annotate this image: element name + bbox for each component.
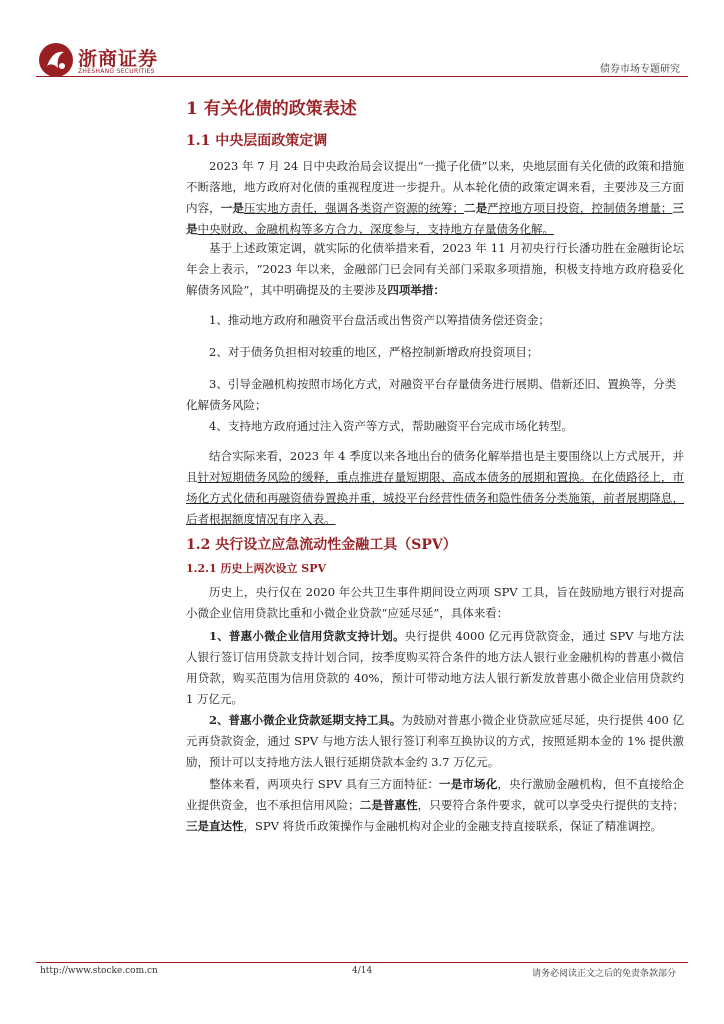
- paragraph-policy-tone: [186, 156, 684, 240]
- paragraph-deferral-tool: [186, 710, 684, 773]
- footer-divider: [36, 962, 688, 963]
- text-run-bold: 二是普惠性: [359, 798, 418, 812]
- text-run-underline: 中央财政、金融机构等多方合力、深度参与，支持地方存量债务化解。: [197, 222, 554, 236]
- text-run-bold: 三是: [186, 201, 685, 236]
- header-divider: [36, 76, 688, 77]
- text-run-bold: 一是: [220, 201, 244, 215]
- subsubsection-title: 1.2.1 历史上两次设立 SPV: [186, 562, 327, 575]
- page-header: [0, 0, 724, 82]
- list-item: 2、对于债务负担相对较重的地区，严格控制新增政府投资项目；: [209, 345, 539, 359]
- text-run: ：: [433, 283, 445, 297]
- text-run: ，央行激励金融机构，但不直接给企业提供资金，也不承担信用风险；: [186, 777, 685, 812]
- list-item: 3、引导金融机构按照市场化方式，对融资平台存量债务进行展期、借新还旧、置换等，分类化解债务风险；: [186, 377, 677, 412]
- report-type: 债券市场专题研究: [600, 64, 680, 75]
- text-run: 基于上述政策定调，就实际的化债举措来看，2023 年 11 月初央行行长潘功胜在金融街论坛年会上表示，“2023 年以来，金融部门已会同有关部门采取多项措施，积极支持地方政府稳妥化解债务风险”，其中明确提及的主要涉及: [186, 241, 684, 297]
- footer-url[interactable]: http://www.stocke.com.cn: [40, 966, 158, 976]
- logo-text-cn: 浙商证券: [78, 48, 159, 70]
- text-run-underline: 压实地方责任，强调各类资产资源的统筹；: [243, 201, 464, 215]
- text-run-bold: 1、普惠小微企业信用贷款支持计划。: [209, 629, 405, 643]
- text-run-underline: 针对短期债务风险的缓释，重点推进存量短期限、高成本债务的展期和置换。在化债路径上，市场化方式化债和再融资债券置换并重，城投平台经营性债务和隐性债务分类施策，前者展期降息，后者根据额度情况有序入表。: [186, 470, 685, 526]
- page-number: 4/14: [352, 966, 373, 976]
- text-run: ，只要符合条件要求，就可以享受央行提供的支持；: [417, 798, 685, 812]
- paragraph-measures-intro: [186, 238, 684, 301]
- logo-mark-icon: [36, 40, 76, 80]
- paragraph-credit-loan-plan: [186, 626, 684, 710]
- text-run-bold: 二是: [463, 201, 488, 215]
- text-run: 结合实际来看，2023 年 4 季度以来各地出台的债务化解举措也是主要围绕以上方式展开，并且: [186, 449, 684, 484]
- paragraph-features: [186, 774, 684, 837]
- footer-disclaimer: 请务必阅读正文之后的免责条款部分: [531, 969, 676, 979]
- subsection-title: 1.1 中央层面政策定调: [186, 133, 328, 149]
- text-run-bold: 2、普惠小微企业贷款延期支持工具。: [209, 713, 402, 727]
- paragraph-practice: [186, 446, 684, 530]
- subsection-title: 1.2 央行设立应急流动性金融工具（SPV）: [186, 537, 457, 553]
- text-run: 央行提供 4000 亿元再贷款资金，通过 SPV 与地方法人银行签订信用贷款支持计划合同，按季度购买符合条件的地方法人银行业金融机构的普惠小微信用贷款，购买范围为信用贷款的 40%，预计可带动地方法人银行新发放普惠小微企业信用贷款约 1 万亿元。: [186, 629, 685, 706]
- text-run: ，SPV 将货币政策操作与金融机构对企业的金融支持直接联系，保证了精准调控。: [243, 819, 663, 833]
- text-run-bold: 一是市场化: [439, 777, 498, 791]
- company-logo: [36, 40, 166, 80]
- text-run-bold: 四项举措: [387, 283, 434, 297]
- logo-text-en: ZHESHANG SECURITIES: [78, 68, 155, 75]
- text-run: 2023 年 7 月 24 日中央政治局会议提出“一揽子化债”以来，央地层面有关化债的政策和措施不断落地，地方政府对化债的重视程度进一步提升。从本轮化债的政策定调来看，主要涉及三方面内容，: [186, 159, 684, 215]
- list-item: 4、支持地方政府通过注入资产等方式，帮助融资平台完成市场化转型。: [209, 419, 573, 433]
- text-run: 为鼓励对普惠小微企业贷款应延尽延，央行提供 400 亿元再贷款资金，通过 SPV 与地方法人银行签订利率互换协议的方式，按照延期本金的 1% 提供激励，预计可以支持地方法人银行延期贷款本金约 3.7 万亿元。: [186, 713, 684, 769]
- section-title: 1 有关化债的政策表述: [186, 99, 357, 119]
- paragraph-history: 历史上，央行仅在 2020 年公共卫生事件期间设立两项 SPV 工具，旨在鼓励地方银行对提高小微企业信用贷款比重和小微企业贷款“应延尽延”，具体来看：: [186, 585, 684, 620]
- text-run-bold: 三是直达性: [186, 819, 244, 833]
- text-run: 整体来看，两项央行 SPV 具有三方面特征：: [209, 777, 440, 791]
- list-item: 1、推动地方政府和融资平台盘活或出售资产以筹措债务偿还资金；: [209, 313, 550, 327]
- text-run-underline: 严控地方项目投资，控制债务增量；: [487, 201, 673, 215]
